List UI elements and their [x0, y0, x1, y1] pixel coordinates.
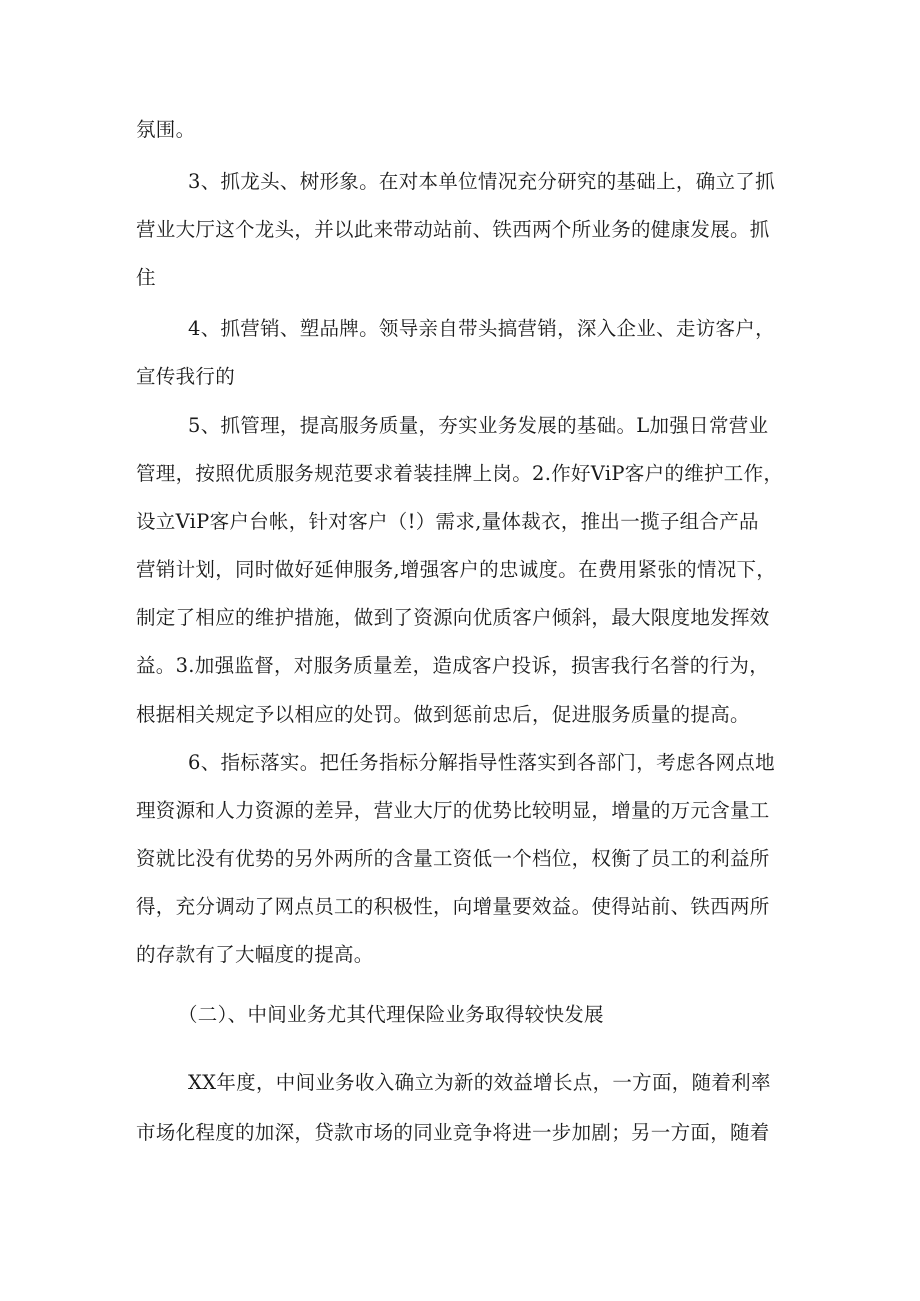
paragraph-6-line-2: 理资源和人力资源的差异，营业大厅的优势比较明显，增量的万元含量工 [136, 799, 770, 822]
paragraph-4-line-2: 宣传我行的 [136, 365, 236, 388]
paragraph-5-line-5: 制定了相应的维护措施，做到了资源向优质客户倾斜，最大限度地发挥效 [136, 606, 770, 629]
paragraph-6-line-5: 的存款有了大幅度的提高。 [136, 943, 374, 966]
paragraph-4-line-1: 4、抓营销、塑品牌。领导亲自带头搞营销，深入企业、走访客户， [188, 317, 775, 340]
paragraph-6-line-1: 6、指标落实。把任务指标分解指导性落实到各部门，考虑各网点地 [188, 751, 775, 774]
paragraph-5-line-1: 5、抓管理，提高服务质量，夯实业务发展的基础。L加强日常营业 [188, 414, 769, 437]
paragraph-5-line-4: 营销计划，同时做好延伸服务,增强客户的忠诚度。在费用紧张的情况下， [136, 558, 777, 581]
paragraph-continuation-line: 氛围。 [136, 118, 196, 141]
paragraph-5-line-2: 管理，按照优质服务规范要求着装挂牌上岗。2.作好ViP客户的维护工作， [136, 462, 784, 485]
paragraph-6-line-3: 资就比没有优势的另外两所的含量工资低一个档位，权衡了员工的利益所 [136, 847, 770, 870]
paragraph-5-line-6: 益。3.加强监督，对服务质量差，造成客户投诉，损害我行名誉的行为， [136, 654, 770, 677]
paragraph-5-line-3: 设立ViP客户台帐，针对客户（!）需求,量体裁衣，推出一揽子组合产品 [136, 510, 759, 533]
paragraph-xx-line-1: XX年度，中间业务收入确立为新的效益增长点，一方面，随着利率 [188, 1071, 771, 1094]
paragraph-6-line-4: 得，充分调动了网点员工的积极性，向增量要效益。使得站前、铁西两所 [136, 895, 770, 918]
paragraph-3-line-3: 住 [136, 266, 156, 289]
section-heading-2: （二）、中间业务尤其代理保险业务取得较快发展 [178, 1003, 604, 1026]
paragraph-5-line-7: 根据相关规定予以相应的处罚。做到惩前忠后，促进服务质量的提高。 [136, 703, 750, 726]
paragraph-3-line-2: 营业大厅这个龙头，并以此来带动站前、铁西两个所业务的健康发展。抓 [136, 218, 770, 241]
paragraph-xx-line-2: 市场化程度的加深，贷款市场的同业竞争将进一步加剧；另一方面，随着 [136, 1121, 770, 1144]
paragraph-3-line-1: 3、抓龙头、树形象。在对本单位情况充分研究的基础上，确立了抓 [188, 170, 775, 193]
